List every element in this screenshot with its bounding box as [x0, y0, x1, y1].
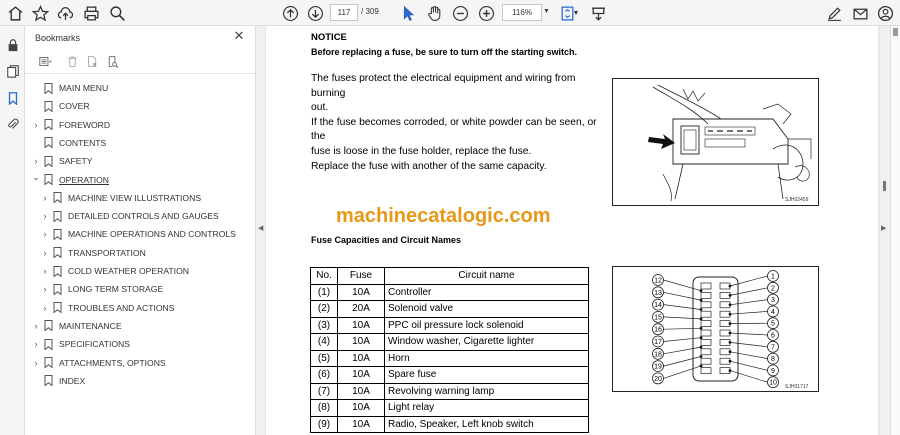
table-row: [311, 400, 589, 417]
panel-splitter[interactable]: [255, 26, 265, 435]
bookmark-label: MACHINE OPERATIONS AND CONTROLS: [68, 229, 236, 240]
bookmark-label: SPECIFICATIONS: [59, 339, 130, 350]
cell-circuit: Spare fuse: [385, 367, 589, 384]
fuse-callout: [729, 350, 779, 364]
bookmark-label: TRANSPORTATION: [68, 247, 146, 258]
home-icon[interactable]: [5, 3, 25, 23]
fuse-callout: [653, 346, 703, 360]
close-icon[interactable]: ✕: [233, 28, 245, 43]
bookmark-icon: [44, 339, 53, 350]
bookmark-item[interactable]: [40, 245, 146, 261]
cell-circuit: Controller: [385, 284, 589, 301]
bookmark-icon: [44, 375, 53, 386]
chevron-right-icon[interactable]: ›: [34, 156, 38, 167]
zoom-level-field[interactable]: 116%: [502, 4, 542, 21]
cell-fuse: 20A: [338, 301, 385, 318]
fuse-slot: [701, 283, 711, 289]
left-rail: [0, 26, 25, 435]
bookmark-icon: [44, 174, 53, 185]
fuse-box-drawing: [613, 79, 818, 205]
chevron-right-icon[interactable]: ›: [43, 192, 47, 203]
fuse-slot: [720, 283, 730, 289]
bookmark-label: TROUBLES AND ACTIONS: [68, 302, 175, 313]
chevron-right-icon[interactable]: ›: [43, 266, 47, 276]
page-total: / 309: [361, 7, 379, 16]
para-line: fuse is loose in the fuse holder, replace the fuse.: [311, 145, 532, 157]
bookmark-label: INDEX: [59, 375, 86, 386]
chevron-right-icon[interactable]: ›: [34, 339, 38, 350]
cell-fuse: 10A: [338, 416, 385, 433]
fuse-slot: [720, 358, 730, 364]
table-row: [311, 317, 589, 334]
section-title: Fuse Capacities and Circuit Names: [311, 235, 462, 245]
table-header-row: [311, 268, 589, 285]
fuse-callout: [729, 306, 779, 317]
para-line: Replace the fuse with another of the same capacity.: [311, 160, 547, 172]
fuse-slot: [701, 302, 711, 308]
col-header-circuit: Circuit name: [385, 268, 589, 285]
bookmark-item[interactable]: [31, 117, 110, 133]
chevron-right-icon[interactable]: ›: [34, 357, 38, 368]
search-icon[interactable]: [107, 3, 127, 23]
callout-number: 7: [771, 344, 775, 352]
cloud-upload-icon[interactable]: [55, 3, 75, 23]
panel-divider: [25, 73, 255, 74]
print-icon[interactable]: [81, 3, 101, 23]
fuse-slot: [720, 368, 730, 374]
callout-number: 15: [654, 314, 662, 322]
callout-number: 1: [771, 273, 775, 281]
bookmark-label: DETAILED CONTROLS AND GAUGES: [68, 211, 219, 222]
cell-fuse: 10A: [338, 284, 385, 301]
bookmark-icon: [44, 83, 53, 94]
bookmark-item[interactable]: [40, 300, 175, 316]
col-header-fuse: Fuse: [338, 268, 385, 285]
fuse-slot: [701, 311, 711, 317]
cell-fuse: 10A: [338, 383, 385, 400]
attachment-paperclip-icon[interactable]: [4, 115, 21, 132]
chevron-down-icon[interactable]: ⌄: [32, 171, 40, 182]
bookmark-icon: [53, 266, 62, 277]
bookmark-icon: [44, 357, 53, 368]
bookmark-item[interactable]: [31, 98, 90, 114]
table-row: [311, 383, 589, 400]
right-panel-splitter[interactable]: [880, 26, 890, 435]
bookmarks-panel: [25, 26, 255, 435]
fuse-callout: [653, 299, 703, 311]
sign-pen-icon[interactable]: [824, 3, 844, 23]
zoom-out-icon[interactable]: [450, 3, 470, 23]
callout-number: 4: [771, 308, 775, 316]
fuse-slot: [701, 330, 711, 336]
table-row: [311, 350, 589, 367]
fuse-slot: [701, 349, 711, 355]
cell-fuse: 10A: [338, 400, 385, 417]
notice-title: NOTICE: [311, 32, 347, 43]
cell-no: (8): [311, 400, 338, 417]
bookmark-label: MACHINE VIEW ILLUSTRATIONS: [68, 192, 202, 203]
callout-number: 13: [654, 289, 662, 297]
fuse-slot: [701, 321, 711, 327]
account-icon[interactable]: [875, 3, 895, 23]
cell-circuit: Revolving warning lamp: [385, 383, 589, 400]
bookmark-item[interactable]: [31, 172, 109, 188]
fuse-slot: [701, 368, 711, 374]
fuse-callout: [729, 294, 779, 306]
bookmark-icon: [53, 211, 62, 222]
cell-fuse: 10A: [338, 334, 385, 351]
chevron-right-icon[interactable]: ›: [43, 247, 47, 258]
cell-circuit: Radio, Speaker, Left knob switch: [385, 416, 589, 433]
table-row: [311, 367, 589, 384]
main-toolbar: [0, 0, 900, 26]
callout-number: 12: [654, 277, 662, 285]
fuse-slot: [720, 349, 730, 355]
fuse-slot: [701, 339, 711, 345]
bookmark-label: CONTENTS: [59, 137, 107, 148]
bookmark-item[interactable]: [31, 373, 85, 389]
cell-no: (1): [311, 284, 338, 301]
callout-number: 8: [771, 356, 775, 364]
trash-icon[interactable]: [63, 53, 81, 69]
cell-circuit: PPC oil pressure lock solenoid: [385, 317, 589, 334]
callout-number: 5: [771, 320, 775, 328]
chevron-right-icon[interactable]: ›: [34, 320, 38, 331]
bookmark-label: COVER: [59, 101, 90, 112]
callout-number: 17: [654, 339, 662, 346]
scroll-mode-icon[interactable]: [588, 3, 608, 23]
table-row: [311, 334, 589, 351]
bookmark-item[interactable]: [31, 135, 106, 151]
fuse-slot: [701, 358, 711, 364]
para-line: out.: [311, 102, 329, 114]
cell-fuse: 10A: [338, 350, 385, 367]
bookmark-icon: [53, 229, 62, 240]
fuse-slot: [720, 311, 730, 317]
fuse-description: [311, 72, 611, 174]
fuse-table: [310, 267, 589, 433]
cell-circuit: Light relay: [385, 400, 589, 417]
callout-number: 3: [771, 297, 775, 305]
cell-no: (7): [311, 383, 338, 400]
cell-circuit: Solenoid valve: [385, 301, 589, 318]
fuse-holder-drawing: [613, 267, 818, 391]
callout-number: 16: [654, 326, 662, 334]
page-up-icon[interactable]: [280, 3, 300, 23]
lock-icon[interactable]: [4, 36, 21, 53]
bookmark-label: LONG TERM STORAGE: [68, 284, 164, 295]
cell-fuse: 10A: [338, 367, 385, 384]
zoom-in-icon[interactable]: [476, 3, 496, 23]
fuse-slot: [720, 292, 730, 298]
table-row: [311, 301, 589, 318]
find-bookmark-icon[interactable]: [103, 53, 121, 69]
cell-no: (4): [311, 334, 338, 351]
bookmark-item[interactable]: [40, 190, 201, 206]
figure1-caption: SJH02459: [785, 197, 809, 203]
notice-text: Before replacing a fuse, be sure to turn off the starting switch.: [311, 47, 578, 57]
bookmark-label: MAIN MENU: [59, 83, 109, 93]
expand-right-chevron-icon[interactable]: ▶: [881, 225, 887, 232]
fuse-callout: [729, 341, 779, 352]
bookmark-item[interactable]: [31, 80, 108, 96]
new-bookmark-icon[interactable]: [83, 53, 101, 69]
cell-circuit: Horn: [385, 350, 589, 367]
callout-number: 18: [654, 351, 662, 359]
select-cursor-icon[interactable]: [398, 3, 418, 23]
collapse-panel-chevron-icon[interactable]: ◀: [258, 225, 264, 232]
zoom-dropdown-chevron-icon[interactable]: ▼: [543, 8, 550, 15]
cell-no: (3): [311, 317, 338, 334]
cell-no: (6): [311, 367, 338, 384]
page-thumbnails-icon[interactable]: [4, 62, 21, 79]
bookmark-icon: [44, 320, 53, 331]
bookmark-label: MAINTENANCE: [59, 320, 122, 331]
bookmark-icon: [44, 101, 53, 112]
para-line: The fuses protect the electrical equipment and wiring from burning: [311, 73, 576, 99]
table-row: [311, 416, 589, 433]
bookmark-label: FOREWORD: [59, 119, 111, 130]
fuse-slot: [720, 339, 730, 345]
bookmark-item[interactable]: [31, 355, 166, 371]
bookmark-label: OPERATION: [59, 174, 109, 185]
bookmark-icon: [53, 302, 62, 313]
bookmark-icon: [53, 284, 62, 295]
bookmark-icon: [44, 137, 53, 148]
callout-number: 10: [769, 379, 777, 387]
chevron-right-icon[interactable]: ›: [43, 211, 47, 222]
chevron-right-icon[interactable]: ›: [43, 284, 47, 295]
fuse-callout: [653, 311, 703, 322]
watermark-text: machinecatalogic.com: [336, 205, 551, 227]
bookmarks-toolbar: [34, 53, 234, 71]
cell-fuse: 10A: [338, 317, 385, 334]
bookmark-icon: [44, 119, 53, 130]
fuse-slot: [720, 302, 730, 308]
bookmark-panel-icon[interactable]: [4, 89, 21, 106]
callout-number: 19: [654, 363, 662, 371]
callout-number: 9: [771, 367, 775, 375]
chevron-right-icon[interactable]: ›: [34, 119, 38, 130]
vertical-scrollbar[interactable]: [890, 26, 900, 435]
envelope-icon[interactable]: [850, 3, 870, 23]
fuse-slot: [701, 292, 711, 298]
bookmark-label: COLD WEATHER OPERATION: [68, 266, 189, 276]
splitter-handle[interactable]: [883, 181, 886, 191]
bookmark-item[interactable]: [40, 226, 236, 242]
bookmark-icon: [44, 156, 53, 167]
bookmark-item[interactable]: [40, 281, 163, 297]
page-down-icon[interactable]: [305, 3, 325, 23]
pdf-page: [266, 26, 878, 435]
fuse-numbering-diagram: [612, 266, 819, 392]
callout-number: 6: [771, 332, 775, 340]
figure2-caption: SJH01717: [785, 384, 809, 390]
fuse-location-illustration: [612, 78, 819, 206]
bookmark-icon: [53, 192, 62, 203]
table-row: [311, 284, 589, 301]
bookmark-item[interactable]: [31, 336, 130, 352]
page-number-input[interactable]: 117: [330, 4, 358, 21]
cell-no: (9): [311, 416, 338, 433]
para-line: If the fuse becomes corroded, or white powder can be seen, or the: [311, 116, 597, 143]
cell-no: (5): [311, 350, 338, 367]
fuse-callout: [729, 330, 779, 341]
callout-number: 20: [654, 375, 662, 383]
fuse-callout: [729, 318, 779, 329]
fuse-slot: [720, 321, 730, 327]
bookmark-item[interactable]: [40, 263, 189, 279]
chevron-right-icon[interactable]: ›: [43, 229, 47, 240]
bookmark-label: SAFETY: [59, 156, 93, 167]
fuse-callout: [653, 324, 703, 335]
fuse-callout: [653, 336, 703, 347]
cell-circuit: Window washer, Cigarette lighter: [385, 334, 589, 351]
document-viewport: [265, 26, 900, 435]
bookmark-label: ATTACHMENTS, OPTIONS: [59, 357, 166, 368]
chevron-right-icon[interactable]: ›: [43, 302, 47, 313]
fuse-slot: [720, 330, 730, 336]
cell-no: (2): [311, 301, 338, 318]
scrollbar-thumb[interactable]: [893, 28, 898, 36]
bookmark-item[interactable]: [31, 318, 122, 334]
bookmark-item[interactable]: [31, 153, 92, 169]
star-icon[interactable]: [30, 3, 50, 23]
callout-number: 2: [771, 285, 775, 293]
fit-dropdown-chevron-icon[interactable]: ▼: [572, 9, 580, 17]
bookmark-item[interactable]: [40, 208, 219, 224]
options-list-icon[interactable]: [34, 53, 56, 69]
bookmarks-panel-title: Bookmarks: [35, 33, 81, 43]
callout-number: 14: [654, 302, 662, 310]
col-header-no: No.: [311, 268, 338, 285]
hand-tool-icon[interactable]: [424, 3, 444, 23]
bookmark-icon: [53, 247, 62, 258]
